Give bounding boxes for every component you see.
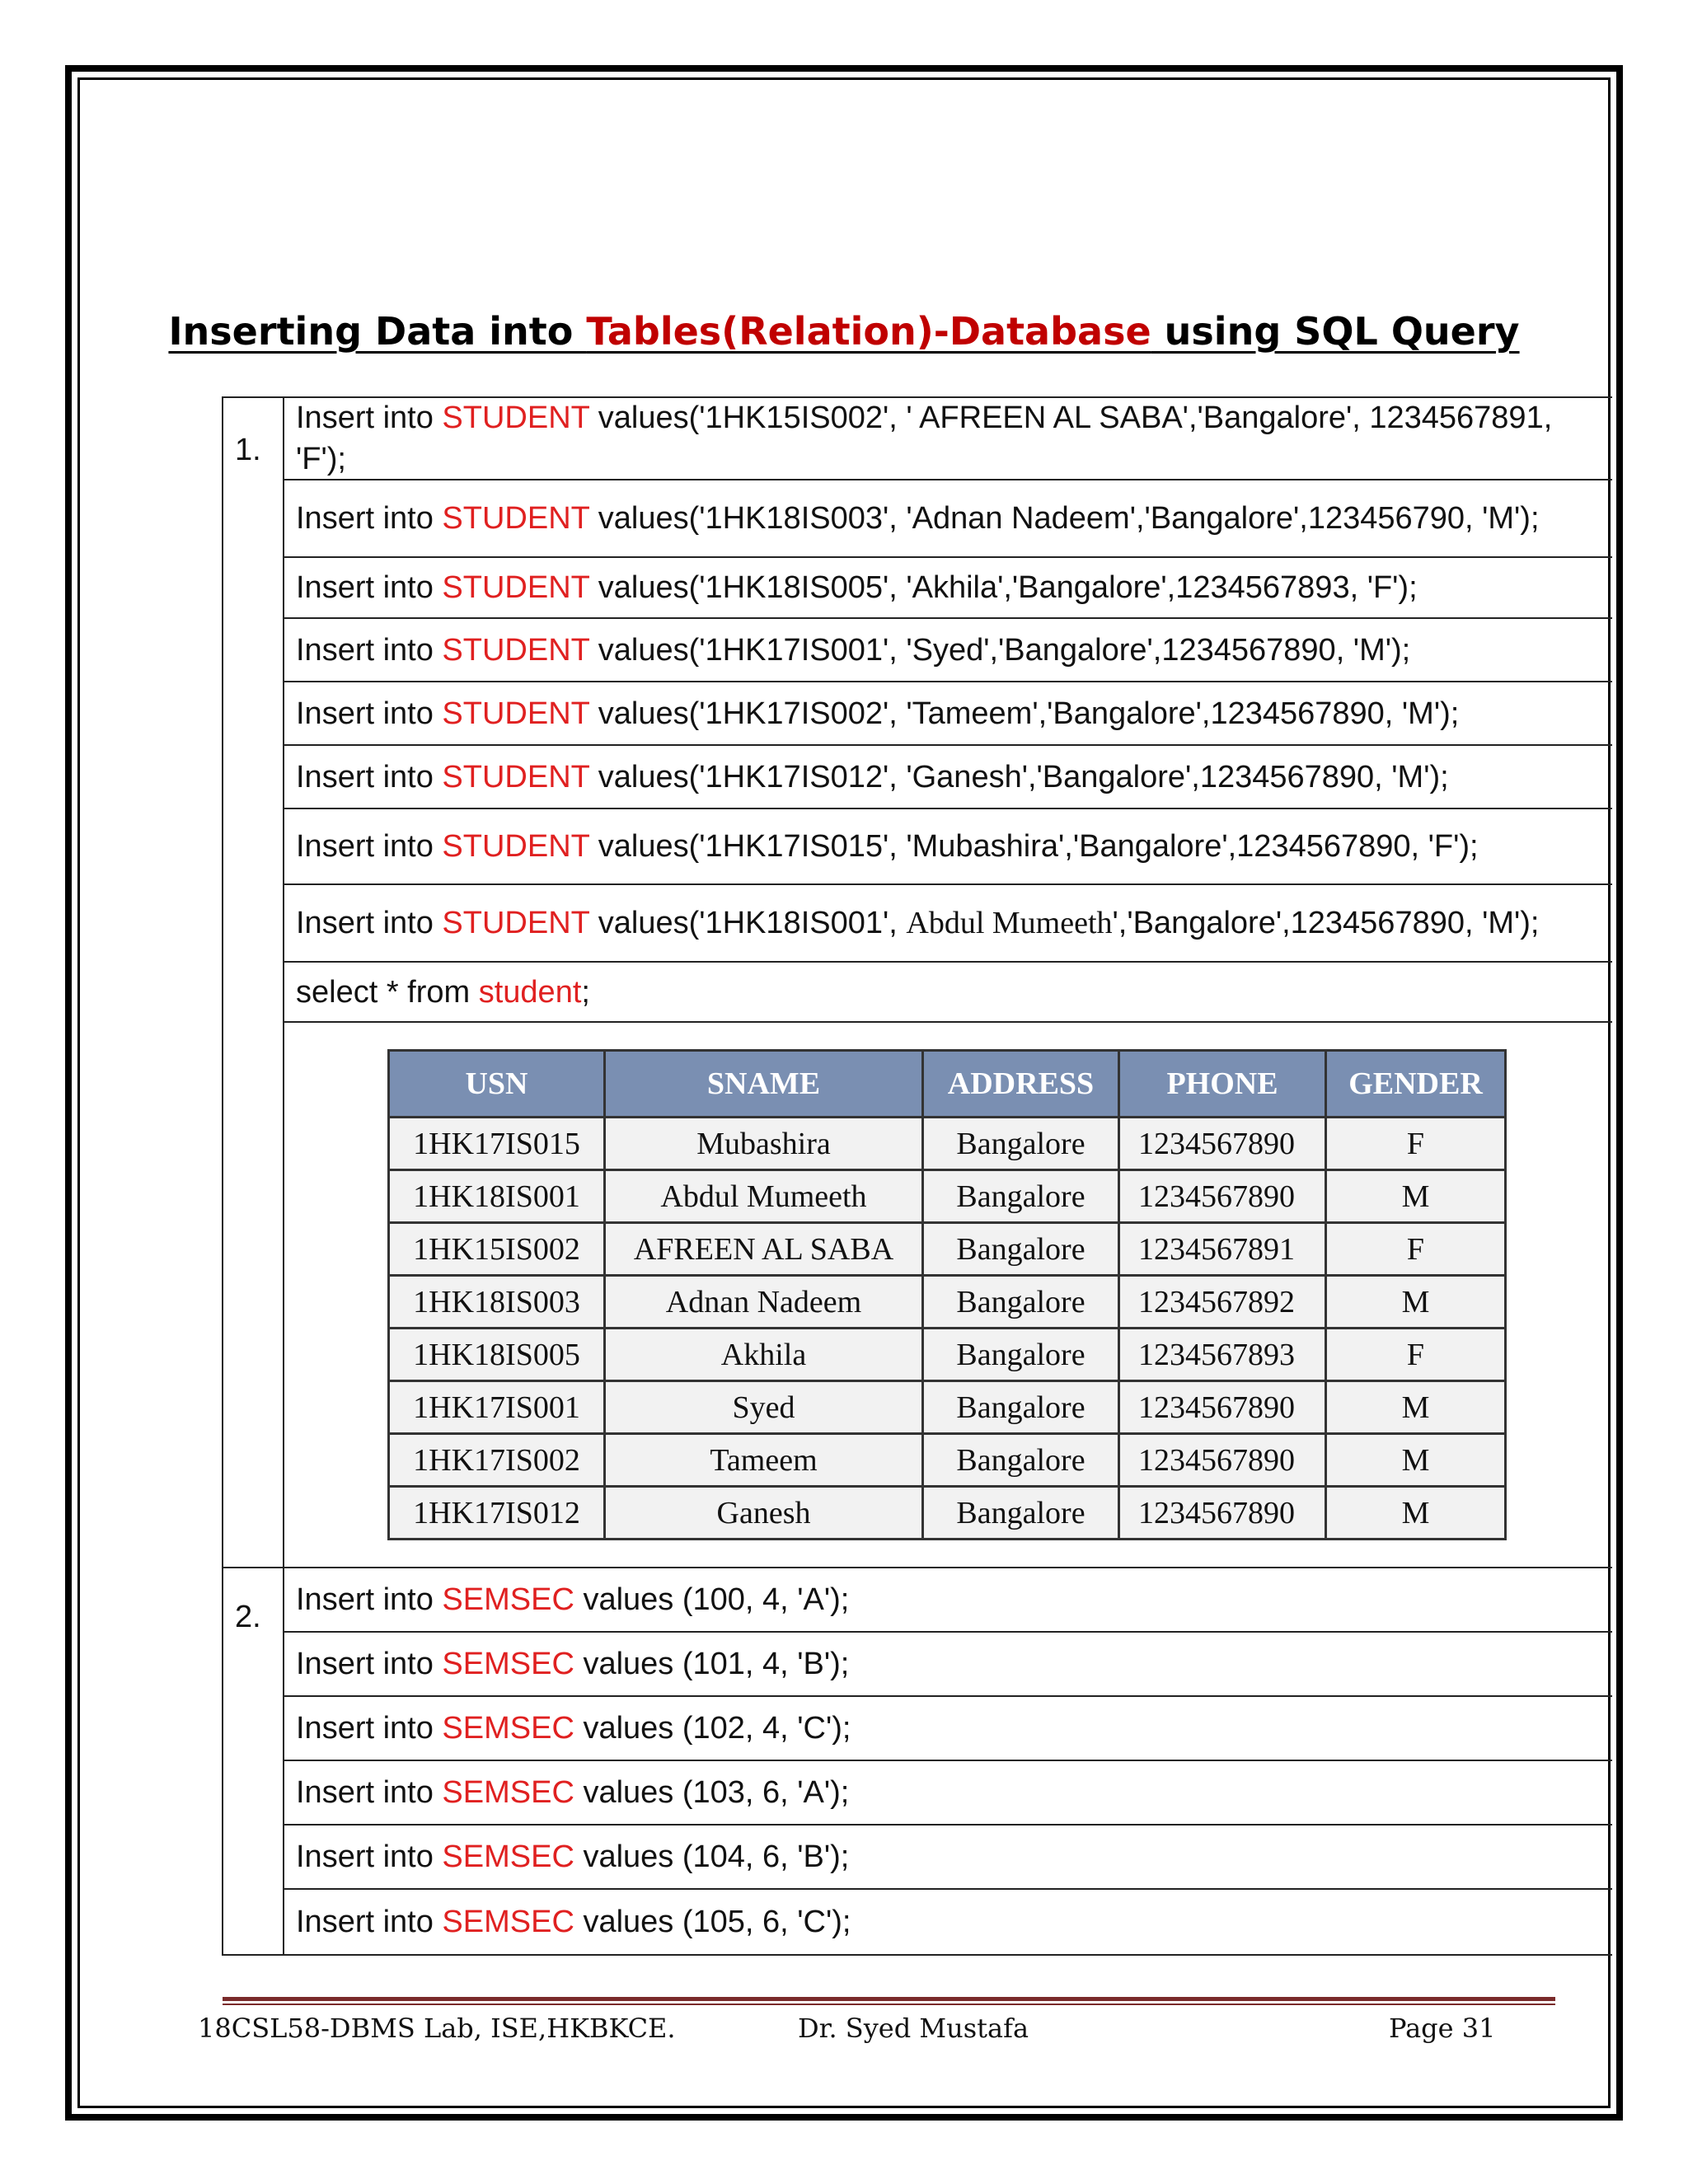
footer-rule-thick (223, 1997, 1555, 2001)
table-row (389, 1434, 1506, 1487)
sql-statement (284, 480, 1612, 558)
section-1-rows (284, 398, 1612, 1567)
table-row (389, 1381, 1506, 1434)
stmt-name-value: Abdul Mumeeth (906, 906, 1113, 940)
table-cell: 1234567890 (1119, 1381, 1326, 1434)
section-number: 1. (223, 398, 284, 1567)
stmt-text: Insert into (296, 1647, 443, 1681)
table-keyword: SEMSEC (442, 1647, 574, 1681)
select-terminator: ; (581, 974, 590, 1010)
table-row (389, 1223, 1506, 1276)
table-cell: Syed (605, 1381, 923, 1434)
table-keyword: STUDENT (442, 632, 590, 668)
table-cell: Bangalore (923, 1381, 1119, 1434)
table-cell: Bangalore (923, 1434, 1119, 1487)
stmt-values: values('1HK18IS001', (589, 906, 907, 940)
title-prefix: Inserting Data into (168, 309, 587, 354)
stmt-text: Insert into (296, 759, 443, 794)
table-keyword: STUDENT (442, 759, 590, 794)
table-cell: 1HK17IS012 (389, 1487, 605, 1540)
table-cell: 1234567892 (1119, 1276, 1326, 1329)
table-cell: 1234567890 (1119, 1487, 1326, 1540)
column-header: ADDRESS (923, 1051, 1119, 1118)
stmt-values: values('1HK17IS012', 'Ganesh','Bangalore',1234567890, 'M'); (589, 759, 1449, 794)
table-cell: 1234567890 (1119, 1118, 1326, 1170)
stmt-text: Insert into (296, 1711, 443, 1746)
table-keyword: SEMSEC (442, 1905, 574, 1939)
stmt-text: Insert into (296, 1905, 443, 1939)
sql-statement (284, 1697, 1612, 1761)
table-cell: Bangalore (923, 1329, 1119, 1381)
table-cell: Bangalore (923, 1487, 1119, 1540)
sql-statement (284, 809, 1612, 885)
select-text: select * from (296, 974, 479, 1010)
query-grid (222, 396, 1612, 1956)
table-cell: M (1326, 1434, 1506, 1487)
sql-statement (284, 1890, 1612, 1954)
stmt-values: values (102, 4, 'C'); (574, 1711, 851, 1746)
table-cell: 1HK18IS005 (389, 1329, 605, 1381)
table-cell: F (1326, 1329, 1506, 1381)
stmt-text: Insert into (296, 696, 443, 731)
table-cell: Bangalore (923, 1276, 1119, 1329)
sql-statement (284, 746, 1612, 809)
stmt-text: Insert into (296, 1775, 443, 1810)
stmt-values: values('1HK15IS002', ' AFREEN AL SABA','Bangalore', 1234567891, 'F'); (296, 401, 1553, 476)
table-cell: F (1326, 1223, 1506, 1276)
table-row (389, 1329, 1506, 1381)
table-cell: Adnan Nadeem (605, 1276, 923, 1329)
table-cell: Bangalore (923, 1223, 1119, 1276)
table-keyword: SEMSEC (442, 1840, 574, 1874)
table-cell: 1234567893 (1119, 1329, 1326, 1381)
table-cell: 1HK17IS002 (389, 1434, 605, 1487)
stmt-values: values (104, 6, 'B'); (574, 1840, 850, 1874)
table-cell: Tameem (605, 1434, 923, 1487)
table-keyword: student (478, 974, 582, 1010)
stmt-values: values('1HK18IS005', 'Akhila','Bangalore',1234567893, 'F'); (589, 570, 1418, 605)
stmt-values: values('1HK17IS001', 'Syed','Bangalore',1234567890, 'M'); (589, 632, 1411, 668)
table-keyword: STUDENT (442, 829, 590, 864)
result-header-row (389, 1051, 1506, 1118)
table-cell: F (1326, 1118, 1506, 1170)
stmt-text: Insert into (296, 1582, 443, 1617)
page-title (0, 309, 1688, 354)
table-cell: Bangalore (923, 1170, 1119, 1223)
stmt-values: ','Bangalore',1234567890, 'M'); (1112, 906, 1540, 940)
stmt-values: values (100, 4, 'A'); (574, 1582, 850, 1617)
query-result-cell (284, 1023, 1612, 1567)
section-2-rows (284, 1568, 1612, 1954)
table-cell: M (1326, 1381, 1506, 1434)
table-cell: 1HK18IS001 (389, 1170, 605, 1223)
column-header: SNAME (605, 1051, 923, 1118)
section-2 (222, 1568, 1612, 1956)
table-cell: M (1326, 1170, 1506, 1223)
table-cell: AFREEN AL SABA (605, 1223, 923, 1276)
table-cell: M (1326, 1487, 1506, 1540)
table-cell: 1234567891 (1119, 1223, 1326, 1276)
footer-page-number: Page 31 (1389, 2013, 1496, 2044)
table-row (389, 1487, 1506, 1540)
footer-rule-thin (223, 2004, 1555, 2005)
table-keyword: STUDENT (442, 501, 590, 536)
stmt-text: Insert into (296, 501, 443, 536)
table-keyword: STUDENT (442, 696, 590, 731)
table-row (389, 1170, 1506, 1223)
sql-statement (284, 398, 1612, 480)
stmt-text: Insert into (296, 401, 443, 435)
footer-course: 18CSL58-DBMS Lab, ISE,HKBKCE. (198, 2013, 676, 2044)
section-1 (222, 398, 1612, 1568)
table-cell: Ganesh (605, 1487, 923, 1540)
stmt-text: Insert into (296, 829, 443, 864)
stmt-values: values('1HK17IS002', 'Tameem','Bangalore',1234567890, 'M'); (589, 696, 1460, 731)
table-cell: Bangalore (923, 1118, 1119, 1170)
title-suffix: using SQL Query (1151, 309, 1520, 354)
table-keyword: SEMSEC (442, 1582, 574, 1617)
sql-statement (284, 1825, 1612, 1890)
table-cell: 1HK15IS002 (389, 1223, 605, 1276)
table-keyword: STUDENT (442, 570, 590, 605)
column-header: GENDER (1326, 1051, 1506, 1118)
column-header: PHONE (1119, 1051, 1326, 1118)
column-header: USN (389, 1051, 605, 1118)
stmt-values: values('1HK17IS015', 'Mubashira','Bangalore',1234567890, 'F'); (589, 829, 1479, 864)
section-number: 2. (223, 1568, 284, 1954)
table-keyword: STUDENT (442, 906, 590, 940)
stmt-text: Insert into (296, 906, 443, 940)
table-keyword: SEMSEC (442, 1711, 574, 1746)
table-keyword: SEMSEC (442, 1775, 574, 1810)
table-cell: 1234567890 (1119, 1170, 1326, 1223)
result-body (389, 1118, 1506, 1540)
stmt-values: values (103, 6, 'A'); (574, 1775, 850, 1810)
sql-statement (284, 1761, 1612, 1825)
title-highlight: Tables(Relation)-Database (586, 309, 1151, 354)
table-row (389, 1276, 1506, 1329)
table-cell: 1HK17IS001 (389, 1381, 605, 1434)
table-cell: Akhila (605, 1329, 923, 1381)
table-row (389, 1118, 1506, 1170)
sql-statement (284, 682, 1612, 746)
table-cell: 1234567890 (1119, 1434, 1326, 1487)
footer-author: Dr. Syed Mustafa (798, 2013, 1029, 2044)
table-cell: Mubashira (605, 1118, 923, 1170)
stmt-values: values (101, 4, 'B'); (574, 1647, 850, 1681)
table-cell: 1HK17IS015 (389, 1118, 605, 1170)
table-keyword: STUDENT (442, 401, 590, 435)
sql-statement (284, 1633, 1612, 1697)
sql-statement (284, 885, 1612, 963)
stmt-values: values('1HK18IS003', 'Adnan Nadeem','Bangalore',123456790, 'M'); (589, 501, 1540, 536)
stmt-text: Insert into (296, 1840, 443, 1874)
stmt-text: Insert into (296, 570, 443, 605)
table-cell: M (1326, 1276, 1506, 1329)
sql-statement (284, 1568, 1612, 1633)
table-cell: 1HK18IS003 (389, 1276, 605, 1329)
sql-statement (284, 558, 1612, 619)
stmt-text: Insert into (296, 632, 443, 668)
table-cell: Abdul Mumeeth (605, 1170, 923, 1223)
select-statement (284, 963, 1612, 1023)
stmt-values: values (105, 6, 'C'); (574, 1905, 851, 1939)
result-table (387, 1049, 1507, 1540)
sql-statement (284, 619, 1612, 682)
